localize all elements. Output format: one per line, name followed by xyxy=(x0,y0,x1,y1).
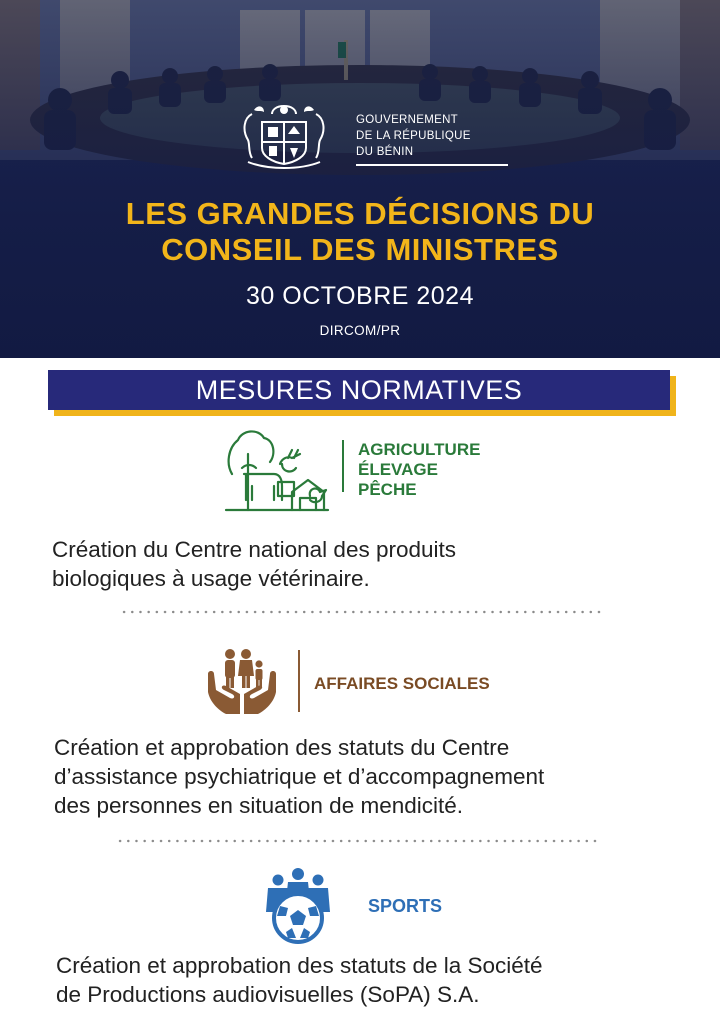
government-name: GOUVERNEMENT DE LA RÉPUBLIQUE DU BÉNIN xyxy=(356,114,471,158)
category-social-affairs xyxy=(206,644,536,716)
decision-text: Création du Centre national des produits biologiques à usage vétérinaire. xyxy=(52,537,457,591)
agriculture-farm-icon xyxy=(222,424,332,512)
government-underline xyxy=(356,164,508,166)
section-title: MESURES NORMATIVES xyxy=(48,370,670,410)
category-sports xyxy=(258,866,478,946)
dotted-separator xyxy=(120,609,602,615)
header-banner xyxy=(0,0,720,358)
government-logo xyxy=(238,100,478,172)
category-label: SPORTS xyxy=(368,896,443,916)
category-label: AFFAIRES SOCIALES xyxy=(314,674,490,693)
family-hands-icon xyxy=(206,644,278,716)
category-label: AGRICULTURE ÉLEVAGE PÊCHE xyxy=(358,440,481,499)
page-title: LES GRANDES DÉCISIONS DU CONSEIL DES MINISTRES xyxy=(125,196,595,267)
team-football-icon xyxy=(258,866,338,946)
category-divider xyxy=(342,440,344,492)
category-agriculture xyxy=(222,424,522,514)
source-label: DIRCOM/PR xyxy=(319,323,401,338)
decision-text: Création et approbation des statuts du Centre d’assistance psychiatrique et d’accompagnement des personnes en situation de mendicité. xyxy=(54,735,545,818)
dotted-separator xyxy=(116,838,598,844)
meeting-date: 30 OCTOBRE 2024 xyxy=(246,282,474,310)
decision-text: Création et approbation des statuts de la Société de Productions audiovisuelles (SoPA) S.A. xyxy=(56,953,543,1007)
benin-coat-of-arms-icon xyxy=(238,100,330,172)
category-divider xyxy=(298,650,300,712)
